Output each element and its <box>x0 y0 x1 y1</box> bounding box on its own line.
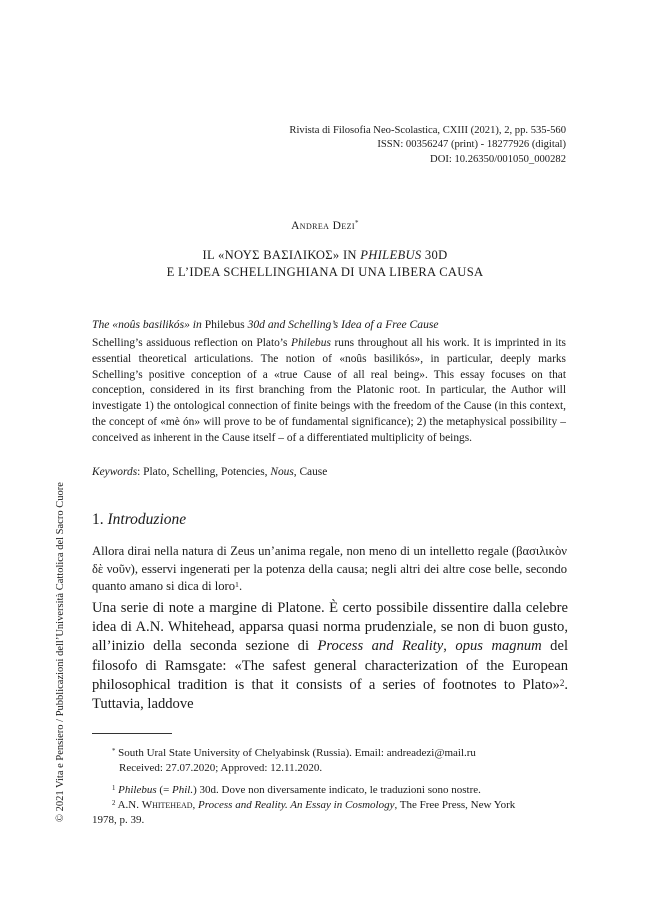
journal-doi: DOI: 10.26350/001050_000282 <box>430 153 566 165</box>
abstract-text-1: Schelling’s assiduous reflection on Plato’s <box>92 337 292 349</box>
journal-issn: ISSN: 00356247 (print) - 18277926 (digital) <box>377 139 566 151</box>
title-line-2: E L’IDEA SCHELLINGHIANA DI UNA LIBERA CAUSA <box>166 265 484 279</box>
keywords-list-2: , Cause <box>293 466 328 478</box>
title-line-1-post: 30D <box>421 248 448 262</box>
footnote-author <box>112 746 476 776</box>
footnote-author-line-2: Received: 27.07.2020; Approved: 12.11.2020. <box>119 762 323 774</box>
keywords-italic: Nous <box>270 466 294 478</box>
footnote-1-text-b: ) 30d. Dove non diversamente indicato, le traduzioni sono nostre. <box>193 784 481 796</box>
body-text-1: Una serie di note a margine di Platone. È certo possibile dissentire dalla celebre idea di A.N. Whitehead, apparsa quasi norma prudenziale, se non di buon gusto, all’inizio della seconda sezione di <box>92 600 568 655</box>
footnote-2-author: Whitehead <box>141 799 193 811</box>
body-footnote-ref: 2 <box>559 677 565 688</box>
footnote-2-line-2: 1978, p. 39. <box>92 814 145 826</box>
body-text-3: del filosofo di Ramsgate: «The safest general characterization of the European philosophical tradition is that it consists of a series of footnotes to Plato» <box>92 638 569 693</box>
footnote-2-pre: A.N. <box>117 799 142 811</box>
footnote-1-italic: Philebus <box>118 784 157 796</box>
keywords-list-1: : Plato, Schelling, Potencies, <box>137 466 271 478</box>
abstract-text-2: runs throughout all his work. It is imprinted in its essential theoretical articulations. The notion of «noûs basilikós», in particular, deeply marks Schelling’s positive conception of a «true Cause of all real being». This essay focuses on that conception, considered in its first branching from the Platonic root. In particular, the Author will investigate 1) the ontological connection of finite beings with the freedom of the Cause (in this context, the concept of «mè ón» will prove to be of fundamental significance); 2) the metaphysical possibility – conceived as inherent in the Cause itself – of a differentiated multiplicity of beings. <box>92 337 566 444</box>
journal-citation: Rivista di Filosofia Neo-Scolastica, CXIII (2021), 2, pp. 535-560 <box>289 125 566 136</box>
article-title <box>0 247 650 281</box>
body-text-4: . Tuttavia, laddove <box>92 676 568 713</box>
section-number: 1. <box>92 511 108 528</box>
author-footnote-mark: * <box>354 219 359 227</box>
title-line-1-pre: IL «ΝΟΥΣ ΒΑΣΙΛΙΚΟΣ» IN <box>202 248 361 262</box>
english-title-part-3: 30d and Schelling’s Idea of a Free Cause <box>244 318 439 331</box>
copyright-notice: © 2021 Vita e Pensiero / Pubblicazioni dell’Università Cattolica del Sacro Cuore <box>55 482 66 822</box>
footnote-1 <box>112 783 481 798</box>
author-name-text: Andrea Dezi <box>291 220 355 232</box>
keywords-label: Keywords <box>92 466 138 478</box>
body-italic-1: Process and Reality <box>317 638 444 655</box>
epigraph-end: . <box>238 579 243 594</box>
footnote-2-title: Process and Reality. An Essay in Cosmology <box>198 799 395 811</box>
footnote-author-line-1 <box>112 746 476 761</box>
footnote-author-mark: * <box>112 748 116 755</box>
epigraph-text: Allora dirai nella natura di Zeus un’anima regale, non meno di un intelletto regale (βασιλικὸν δὲ νοῦν), esservi ingenerati per la potenza della causa; negli altri dei altre cose belle, secondo quanto amano si dica di loro <box>92 544 567 594</box>
abstract <box>92 336 566 447</box>
author-name <box>0 220 650 232</box>
section-heading <box>92 511 186 529</box>
english-title-part-2: Philebus <box>204 318 245 331</box>
epigraph-footnote-ref: 1 <box>235 580 239 590</box>
footnote-1-mark: 1 <box>112 785 116 792</box>
journal-info <box>289 124 566 167</box>
footnote-2-publisher: , The Free Press, New York <box>394 799 516 811</box>
footnote-2-line-1 <box>92 798 567 813</box>
title-line-1-italic: PHILEBUS <box>360 248 422 262</box>
english-title-part-1: The «noûs basilikós» in <box>92 318 205 331</box>
footnote-2 <box>92 798 567 828</box>
english-title <box>92 318 439 331</box>
footnote-2-mark: 2 <box>112 800 116 807</box>
footnote-2-sep: , <box>192 799 199 811</box>
footnote-1-italic-2: Phil. <box>172 784 194 796</box>
footnote-author-affiliation: South Ural State University of Chelyabinsk (Russia). Email: andreadezi@mail.ru <box>118 747 476 759</box>
footnote-1-text-a: (= <box>156 784 173 796</box>
body-text-2: , <box>443 638 456 655</box>
keywords <box>92 466 327 478</box>
epigraph <box>92 543 567 596</box>
section-title: Introduzione <box>107 511 187 528</box>
footnote-divider <box>92 733 172 734</box>
body-paragraph <box>92 599 568 714</box>
title-line-1 <box>0 247 650 264</box>
body-italic-2: opus magnum <box>455 638 542 655</box>
abstract-italic: Philebus <box>291 337 331 349</box>
